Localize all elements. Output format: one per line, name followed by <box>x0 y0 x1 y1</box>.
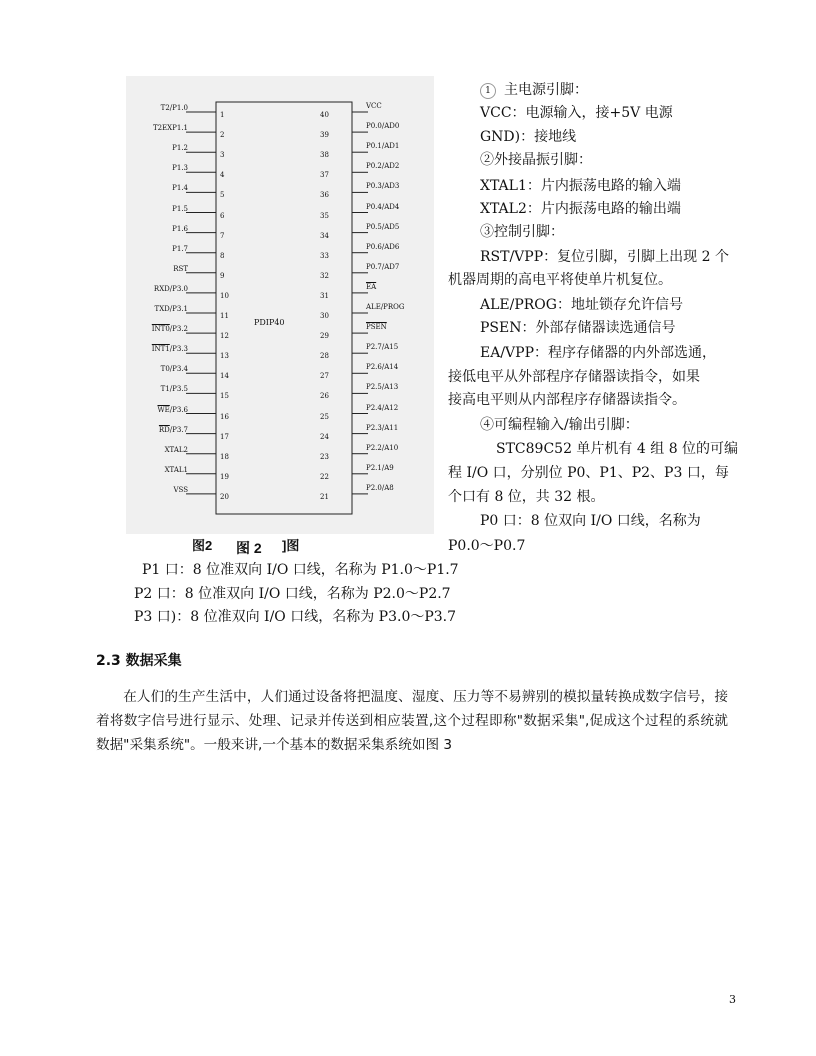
left-pin-number: 5 <box>220 191 225 200</box>
pin-name-text: RST <box>173 264 188 273</box>
text-line: RST/VPP：复位引脚，引脚上出现 2 个 <box>480 249 729 265</box>
text-line: ②外接晶振引脚： <box>480 152 592 168</box>
pin-name-text: PSEN <box>366 323 387 332</box>
pin-name-text: $\overline{EA}$ <box>366 282 377 291</box>
right-pin-label <box>366 162 399 171</box>
left-pin-label <box>165 446 188 455</box>
text-line: EA/VPP：程序存储器的内外部选通， <box>480 345 716 361</box>
left-pin-number: 18 <box>220 452 229 461</box>
left-pin-label <box>173 486 188 495</box>
right-pin-label <box>366 243 399 252</box>
right-pin-label <box>366 102 382 111</box>
left-pin-number: 17 <box>220 432 229 441</box>
pin-name-text: P0.7/AD7 <box>366 262 400 271</box>
pin-name-text: P2.3/A11 <box>366 423 399 432</box>
port-line-p1: P1 口：8 位准双向 I/O 口线，名称为 P1.0～P1.7 <box>142 562 459 578</box>
right-pin-number: 38 <box>320 151 329 160</box>
right-pin-label <box>366 464 394 473</box>
right-pin-number: 31 <box>320 291 329 300</box>
pin-name-text: VSS <box>173 485 188 494</box>
section-paragraph: 在人们的生产生活中，人们通过设备将把温度、湿度、压力等不易辨别的模拟量转换成数字信号，接着将数字信号进行显示、处理、记录并传送到相应装置,这个过程即称"数据采集",促成这个过程的系统就数据"采集系统"。一般来讲,一个基本的数据采集系统如图 3 <box>96 689 728 753</box>
left-pin-number: 7 <box>220 231 225 240</box>
pin-name-text: P1.7 <box>172 244 188 253</box>
text-line: VCC：电源输入，接+5V 电源 <box>480 105 673 121</box>
text-line: XTAL1：片内振荡电路的输入端 <box>480 178 681 194</box>
left-pin-number: 14 <box>220 372 229 381</box>
right-pin-number: 29 <box>320 332 329 341</box>
left-pin-number: 19 <box>220 472 229 481</box>
pin-name-text: INT0 <box>151 325 170 334</box>
left-pin-label <box>173 265 188 274</box>
pin-name-suffix: /P3.6 <box>169 405 188 414</box>
left-pin-number: 20 <box>220 492 229 501</box>
left-pin-number: 3 <box>220 151 225 160</box>
pin-name-text: P0.2/AD2 <box>366 162 400 171</box>
text-line: XTAL2：片内振荡电路的输出端 <box>480 201 681 217</box>
right-pin-number: 36 <box>320 191 329 200</box>
pin-name-text: XTAL2 <box>164 445 188 454</box>
right-pin-number: 26 <box>320 392 329 401</box>
left-pin-number: 13 <box>220 352 229 361</box>
right-pin-number: 25 <box>320 412 329 421</box>
pin-name-suffix: /P3.7 <box>169 425 188 434</box>
left-pin-label <box>172 245 188 254</box>
pin-name-text: P2.0/A8 <box>366 483 394 492</box>
right-pin-label <box>366 424 398 433</box>
pin-name-text: P2.6/A14 <box>366 363 399 372</box>
left-pin-label <box>157 406 188 415</box>
right-pin-label <box>366 142 399 151</box>
pin-name-text: P0.6/AD6 <box>366 242 400 251</box>
right-pin-label <box>366 404 398 413</box>
pin-name-text: P1.3 <box>172 164 188 173</box>
pin-name-text: P1.5 <box>172 204 188 213</box>
right-pin-label <box>366 182 399 191</box>
left-pin-label <box>159 426 188 435</box>
text-line: STC89C52 单片机有 4 组 8 位的可编 <box>496 441 739 457</box>
left-pin-label <box>172 144 188 153</box>
text-line: ③控制引脚： <box>480 224 564 240</box>
port-line-p2: P2 口：8 位准双向 I/O 口线，名称为 P2.0～P2.7 <box>134 586 451 602</box>
right-pin-number: 21 <box>320 492 329 501</box>
chip-body <box>216 102 352 514</box>
right-pin-label <box>366 223 399 232</box>
right-pin-number: 32 <box>320 271 329 280</box>
right-pin-label <box>366 383 398 392</box>
right-pin-number: 40 <box>320 111 329 119</box>
pin-name-text: ALE/PROG <box>366 303 405 311</box>
pin-name-text: P0.1/AD1 <box>366 142 400 151</box>
pin-name-text: T1/P3.5 <box>160 385 188 394</box>
pin-name-text: RXD/P3.0 <box>153 284 188 293</box>
left-pin-label <box>172 225 188 234</box>
pin-name-text: T2EXP1.1 <box>152 124 188 133</box>
text-line: ④可编程输入/输出引脚： <box>480 417 639 433</box>
pin-name-text: P2.4/A12 <box>366 403 399 412</box>
page-number: 3 <box>729 993 736 1006</box>
left-pin-label <box>172 184 188 193</box>
right-pin-number: 33 <box>320 251 329 260</box>
right-pin-label <box>366 444 398 453</box>
pin-name-text: T0/P3.4 <box>160 365 188 374</box>
right-pin-number: 27 <box>320 372 329 381</box>
pin-name-text: P2.2/A10 <box>366 443 399 452</box>
left-pin-number: 16 <box>220 412 229 421</box>
pin-name-text: P2.7/A15 <box>366 343 399 352</box>
port-line-p3: P3 口)：8 位准双向 I/O 口线，名称为 P3.0～P3.7 <box>134 609 457 625</box>
pin-name-text: P2.1/A9 <box>366 463 394 472</box>
text-line: 机器周期的高电平将使单片机复位。 <box>448 272 672 288</box>
left-pin-label <box>154 285 188 294</box>
text-line: PSEN：外部存储器读选通信号 <box>480 320 676 336</box>
right-pin-number: 37 <box>320 171 329 180</box>
text-line: 接高电平则从内部程序存储器读指令。 <box>448 392 686 408</box>
right-pin-number: 39 <box>320 131 329 140</box>
left-pin-label <box>161 365 188 374</box>
right-pin-number: 23 <box>320 452 329 461</box>
chip-diagram <box>126 76 434 534</box>
pin-name-text: P1.4 <box>172 184 188 193</box>
text-line: 程 I/O 口，分别位 P0、P1、P2、P3 口，每 <box>448 465 729 481</box>
text-line: 个口有 8 位，共 32 根。 <box>448 489 605 505</box>
right-pin-label <box>366 263 399 272</box>
left-pin-number: 4 <box>220 171 225 180</box>
right-pin-number: 34 <box>320 231 329 240</box>
right-pin-label <box>366 363 398 372</box>
chip-label: PDIP40 <box>254 318 285 327</box>
left-pin-label <box>165 466 188 475</box>
left-pin-label <box>155 305 188 314</box>
text-line: P0 口：8 位双向 I/O 口线，名称为 <box>480 513 701 529</box>
right-pin-label <box>366 323 387 332</box>
text-line: 1 主电源引脚： <box>480 79 588 102</box>
pin-name-text: VCC <box>366 102 382 110</box>
text-line: 接低电平从外部程序存储器读指令，如果 <box>448 369 700 385</box>
right-pin-number: 30 <box>320 312 329 320</box>
pin-name-text: XTAL1 <box>164 465 188 474</box>
right-pin-label <box>366 283 376 292</box>
pin-name-text: $\overline{WE}$ <box>157 405 170 414</box>
left-pin-number: 2 <box>220 131 225 140</box>
left-pin-number: 12 <box>220 332 229 341</box>
right-pin-label <box>366 343 398 352</box>
left-pin-number: 8 <box>220 251 225 260</box>
left-pin-label <box>161 385 188 394</box>
right-pin-label <box>366 484 394 493</box>
text-line: P0.0～P0.7 <box>448 538 526 554</box>
left-pin-number: 11 <box>220 312 229 320</box>
left-pin-number: 9 <box>220 271 225 280</box>
left-pin-label <box>152 345 188 354</box>
section-heading: 2.3 数据采集 <box>96 653 182 669</box>
pin-name-text: T2/P1.0 <box>160 104 188 112</box>
left-pin-label <box>172 164 188 173</box>
left-pin-number: 10 <box>220 291 229 300</box>
right-pin-label <box>366 303 404 312</box>
left-pin-number: 6 <box>220 211 225 220</box>
pin-name-text: P1.6 <box>172 224 188 233</box>
right-pin-number: 24 <box>320 432 329 441</box>
right-pin-label <box>366 203 399 212</box>
figure-caption-1: 图2 <box>192 538 213 553</box>
pin-name-text: TXD/P3.1 <box>154 305 188 313</box>
circled-number: 1 <box>480 83 496 99</box>
left-pin-number: 15 <box>220 392 229 401</box>
pin-name-suffix: /P3.3 <box>169 345 188 354</box>
pin-name-text: INT1 <box>151 345 170 354</box>
pin-name-suffix: /P3.2 <box>169 325 188 334</box>
pin-name-text: P0.3/AD3 <box>366 182 400 191</box>
right-pin-number: 28 <box>320 352 329 361</box>
text-line: ALE/PROG：地址锁存允许信号 <box>480 297 683 313</box>
right-pin-label <box>366 122 399 131</box>
figure-caption-2: 图 2 <box>236 540 262 556</box>
pin-name-text: P0.4/AD4 <box>366 202 400 211</box>
left-pin-label <box>153 124 188 133</box>
left-pin-label <box>161 104 188 113</box>
pin-name-text: P2.5/A13 <box>366 383 399 392</box>
left-pin-label <box>172 205 188 214</box>
pin-name-text: P1.2 <box>172 144 188 153</box>
left-pin-label <box>152 325 188 334</box>
pin-name-text: P0.0/AD0 <box>366 122 400 131</box>
pin-name-text: P0.5/AD5 <box>366 222 400 231</box>
left-pin-number: 1 <box>220 111 225 119</box>
right-pin-number: 22 <box>320 472 329 481</box>
text-line: GND)：接地线 <box>480 129 577 145</box>
figure-caption-3: ]图 <box>282 538 300 553</box>
right-pin-number: 35 <box>320 211 329 220</box>
pin-name-text: $\overline{RD}$ <box>158 425 170 434</box>
